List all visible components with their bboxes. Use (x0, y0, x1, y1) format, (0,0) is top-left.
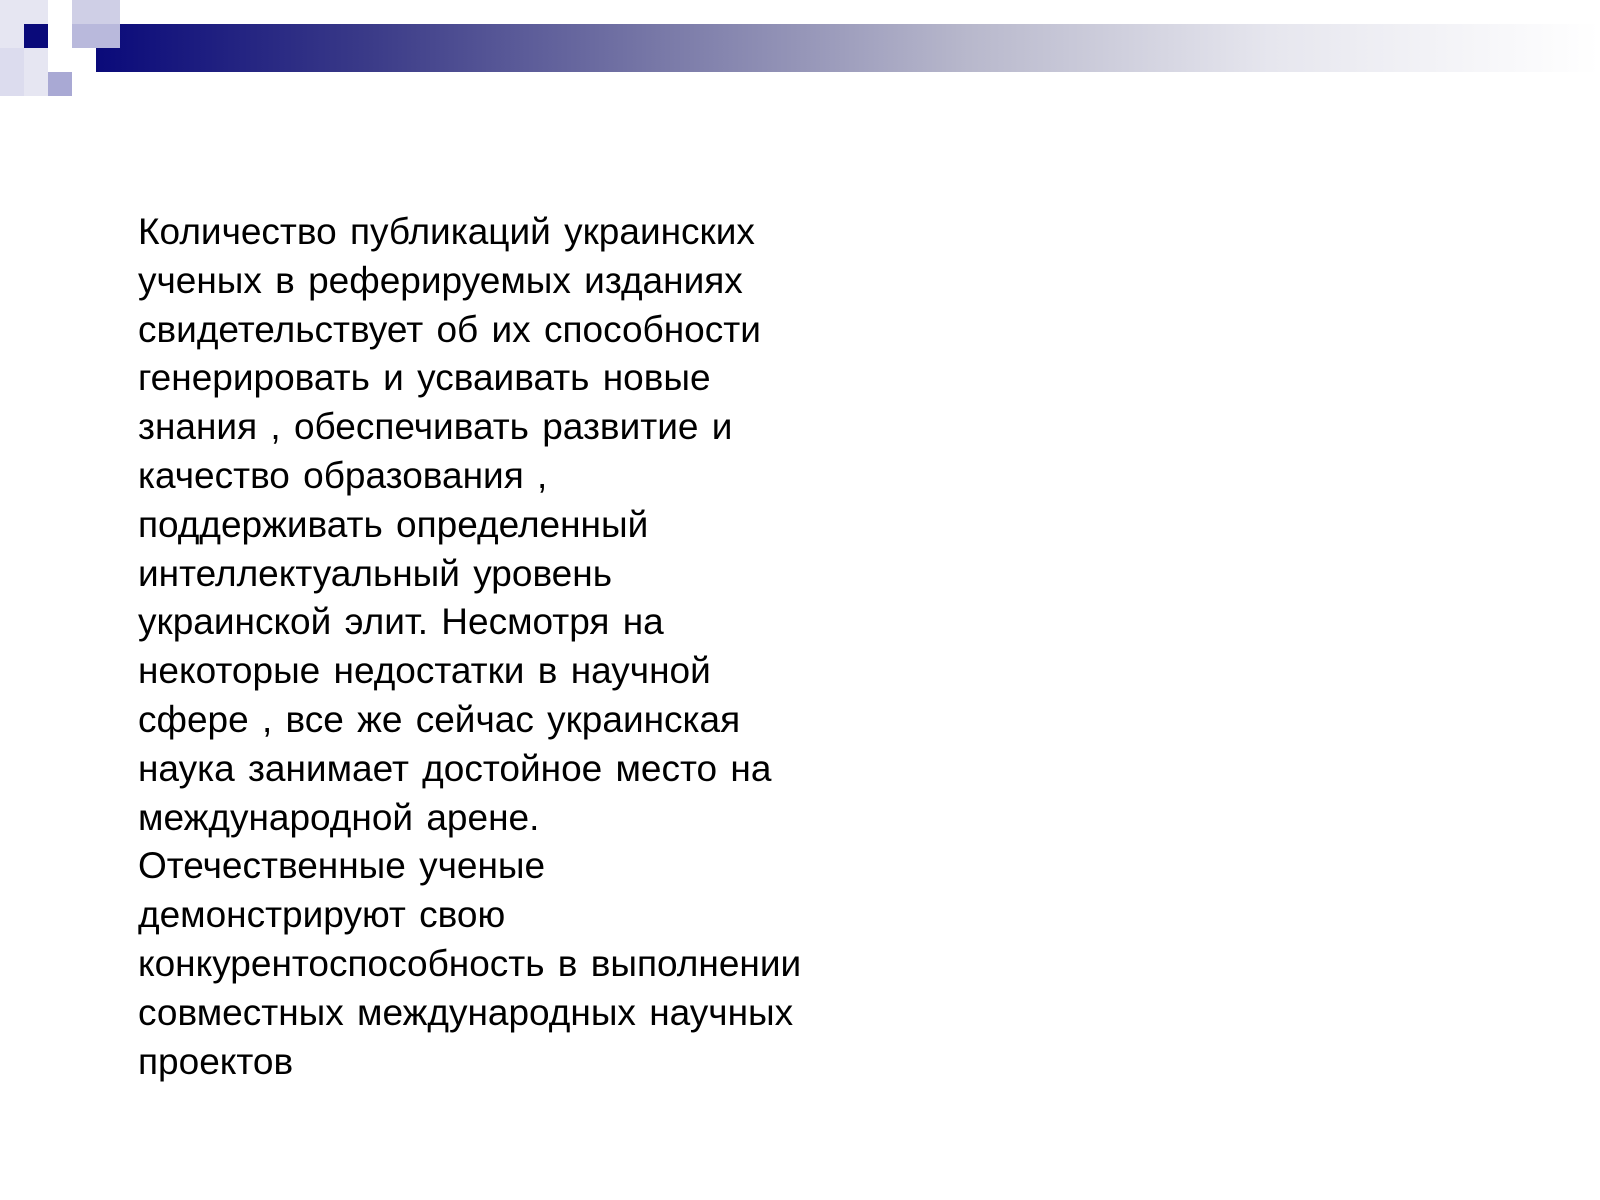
decor-square (48, 72, 72, 96)
body-line: некоторые недостатки в научной (138, 650, 711, 692)
body-line: генерировать и усваивать новые (138, 357, 711, 399)
body-line: качество образования , (138, 454, 548, 496)
body-line: Количество публикаций украинских (138, 211, 755, 252)
body-line: международной арене. (138, 796, 540, 838)
body-line: конкурентоспособность в выполнении (138, 942, 802, 984)
body-line: знания , обеспечивать развитие и (138, 406, 733, 448)
body-line: сфере , все же сейчас украинская (138, 698, 741, 740)
body-line: совместных международных научных (138, 991, 794, 1033)
decor-square (0, 48, 24, 96)
body-line: демонстрируют свою (138, 894, 506, 936)
body-paragraph (138, 208, 898, 1086)
body-line: наука занимает достойное место на (138, 747, 772, 789)
decor-square (72, 24, 120, 48)
body-line: поддерживать определенный (138, 503, 649, 545)
header-gradient-band (96, 24, 1600, 72)
decor-square (72, 0, 120, 24)
decor-square (48, 48, 96, 72)
body-line: Отечественные ученые (138, 845, 546, 887)
body-line: свидетельствует об их способности (138, 308, 761, 350)
body-line: интеллектуальный уровень (138, 552, 612, 594)
body-line: проектов (138, 1040, 294, 1082)
body-line: украинской элит. Несмотря на (138, 601, 664, 643)
decor-square-dark (24, 24, 48, 48)
body-line: ученых в реферируемых изданиях (138, 259, 743, 301)
